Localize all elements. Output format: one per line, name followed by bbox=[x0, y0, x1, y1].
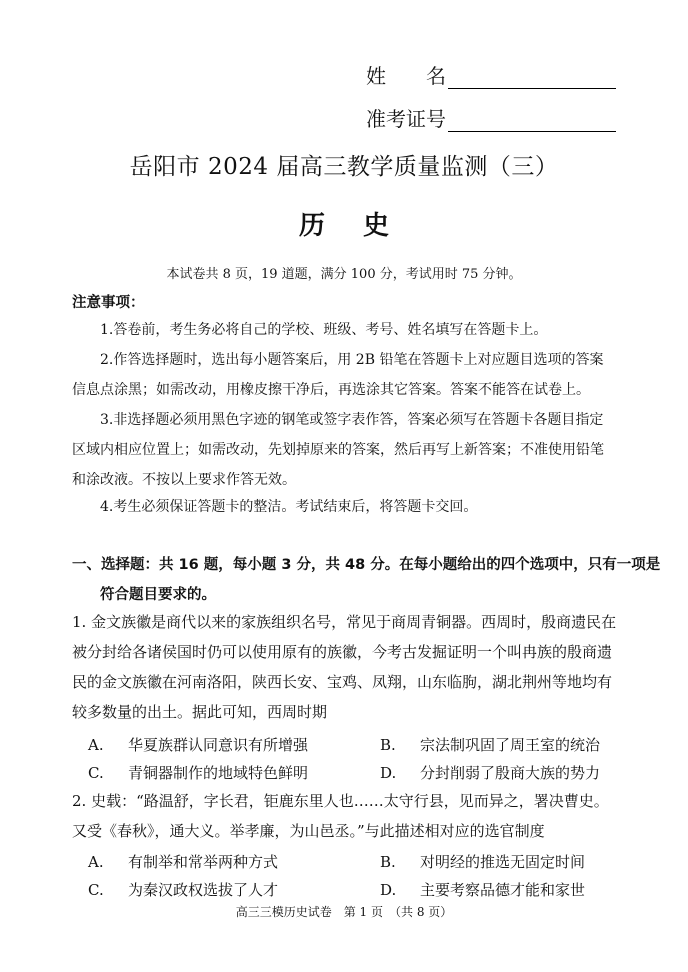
exam-id-blank bbox=[448, 111, 616, 132]
q2-option-b: B. 对明经的推选无固定时间 bbox=[380, 853, 586, 871]
notice-item-1: 1.答卷前，考生务必将自己的学校、班级、考号、姓名填写在答题卡上。 bbox=[100, 322, 548, 338]
page-footer: 高三三模历史试卷 第 1 页 （共 8 页） bbox=[235, 905, 453, 919]
notice-item-3: 3.非选择题必须用黑色字迹的钢笔或签字表作答，答案必须写在答题卡各题目指定区域内相应位置上；如需改动，先划掉原来的答案，然后再写上新答案；不准使用铅笔和涂改液。不按以上要求作答无效。 bbox=[72, 412, 604, 488]
section-heading: 一、选择题：共 16 题，每小题 3 分，共 48 分。在每小题给出的四个选项中，只有一项是 bbox=[72, 557, 661, 573]
name-label: 姓 名 bbox=[366, 64, 446, 88]
notice-item-2: 2.作答选择题时，选出每小题答案后，用 2B 铅笔在答题卡上对应题目选项的答案信息点涂黑；如需改动，用橡皮擦干净后，再选涂其它答案。答案不能答在试卷上。 bbox=[72, 352, 604, 398]
q2-option-a: A. 有制举和常举两种方式 bbox=[88, 853, 279, 871]
q1-option-b: B. 宗法制巩固了周王室的统治 bbox=[380, 736, 601, 754]
name-blank bbox=[448, 68, 616, 89]
subject-title: 历史 bbox=[298, 211, 427, 241]
exam-id-field bbox=[366, 103, 616, 132]
question-2-stem: 2. 史载：“路温舒，字长君，钜鹿东里人也……太守行县，见而异之，署决曹史。又受《春秋》，通大义。举孝廉，为山邑丞。”与此描述相对应的选官制度 bbox=[72, 792, 609, 840]
question-1-stem: 1. 金文族徽是商代以来的家族组织名号，常见于商周青铜器。西周时，殷商遗民在被分封给各诸侯国时仍可以使用原有的族徽，今考古发掘证明一个叫冉族的殷商遗民的金文族徽在河南洛阳，陕西长安、宝鸡、凤翔，山东临朐，湖北荆州等地均有较多数量的出土。据此可知，西周时期 bbox=[72, 613, 617, 721]
notice-item-4: 4.考生必须保证答题卡的整洁。考试结束后，将答题卡交回。 bbox=[100, 499, 478, 515]
q2-option-c: C. 为秦汉政权选拔了人才 bbox=[88, 881, 279, 899]
section-heading-cont: 符合题目要求的。 bbox=[100, 587, 216, 603]
exam-id-label: 准考证号 bbox=[366, 107, 446, 131]
name-field bbox=[366, 60, 616, 89]
q1-option-a: A. 华夏族群认同意识有所增强 bbox=[88, 736, 309, 754]
exam-info: 本试卷共 8 页，19 道题，满分 100 分，考试用时 75 分钟。 bbox=[166, 267, 522, 282]
q2-option-d: D. 主要考察品德才能和家世 bbox=[380, 881, 586, 899]
q1-option-d: D. 分封削弱了殷商大族的势力 bbox=[380, 764, 601, 782]
notice-heading: 注意事项： bbox=[72, 295, 145, 311]
q1-option-c: C. 青铜器制作的地域特色鲜明 bbox=[88, 764, 309, 782]
exam-title: 岳阳市 2024 届高三教学质量监测（三） bbox=[129, 154, 559, 180]
